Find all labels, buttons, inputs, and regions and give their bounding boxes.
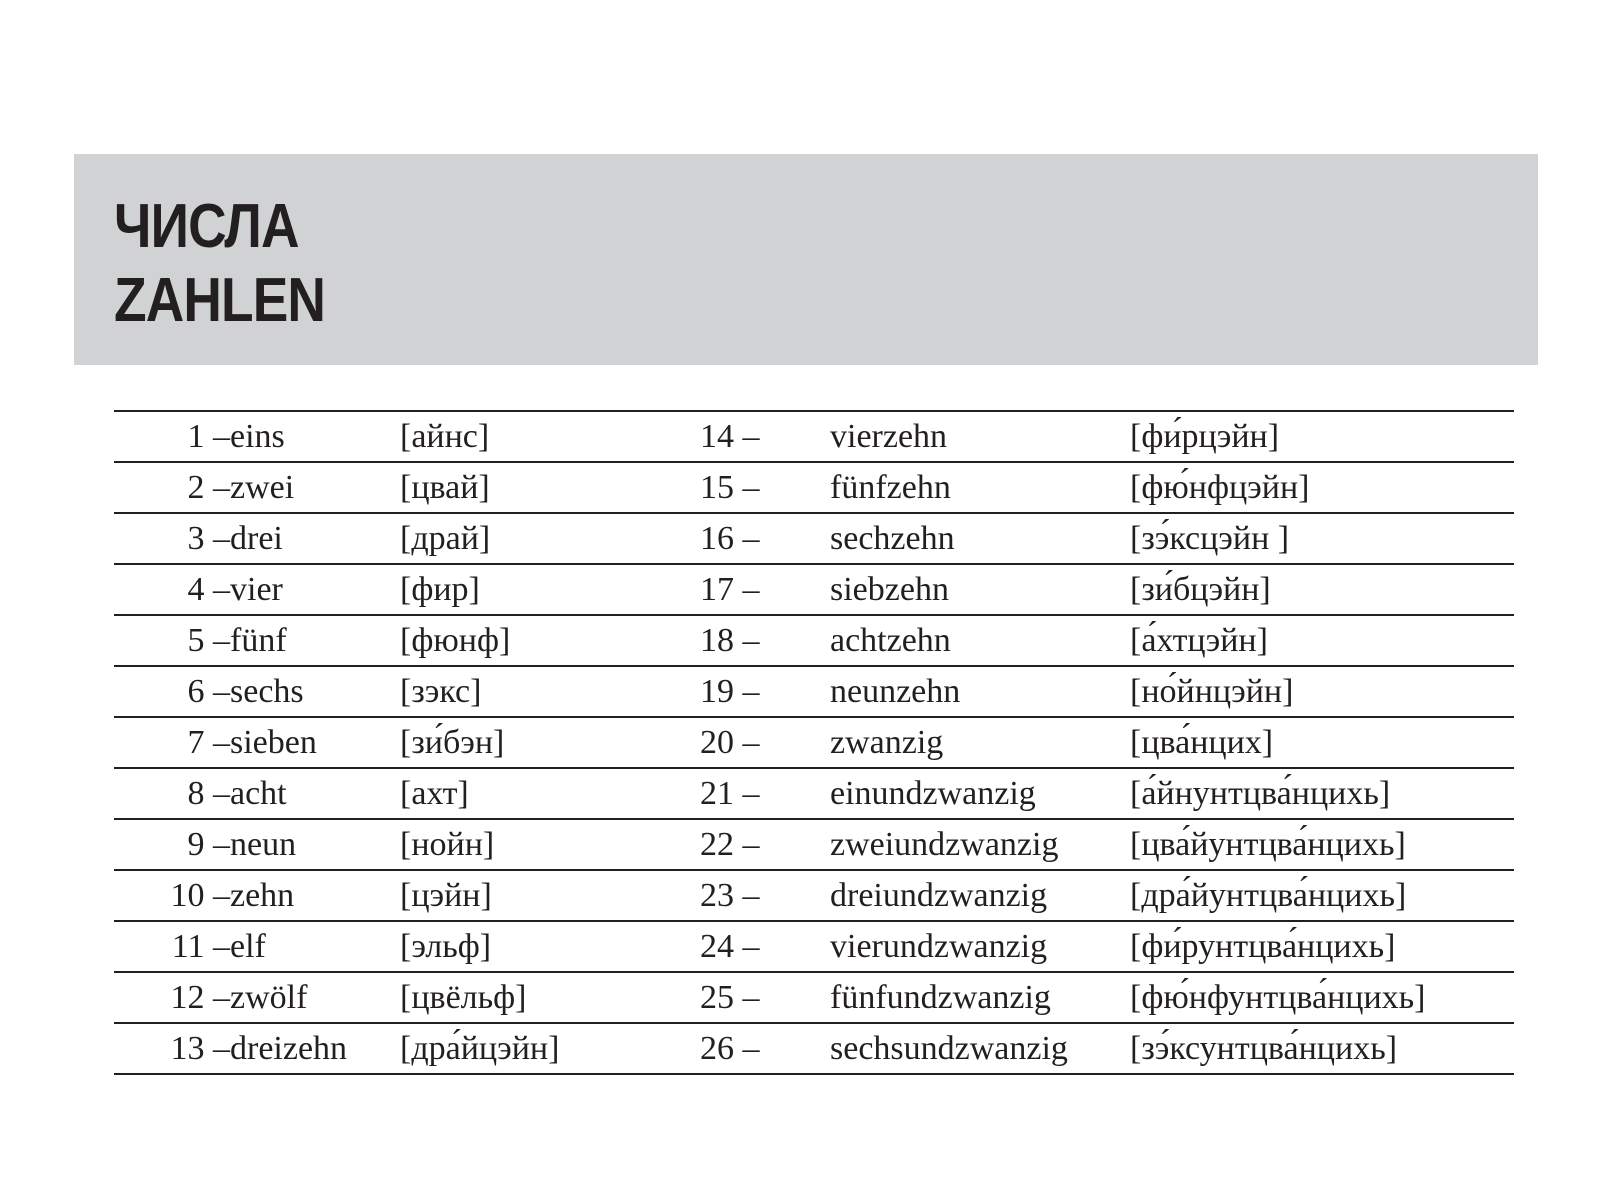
german-word-cell: zwanzig — [830, 723, 944, 761]
german-word-cell: zwei — [230, 468, 295, 506]
transcription-cell: [дра́йцэйн] — [400, 1029, 560, 1067]
table-row — [114, 972, 1514, 1023]
german-word-cell: fünf — [230, 621, 287, 659]
german-word-cell: dreiundzwanzig — [830, 876, 1048, 914]
transcription-cell: [цвёльф] — [400, 978, 527, 1016]
number-cell: 25 – — [700, 978, 760, 1016]
german-word-cell: vierundzwanzig — [830, 927, 1048, 965]
number-cell: 19 – — [700, 672, 760, 710]
header-band — [74, 154, 1538, 365]
number-cell: 20 – — [700, 723, 760, 761]
number-cell: 22 – — [700, 825, 760, 863]
transcription-cell: [цвай] — [400, 468, 490, 506]
transcription-cell: [зэ́ксцэйн ] — [1130, 519, 1290, 557]
number-cell: 10 – — [170, 876, 230, 914]
german-word-cell: vier — [230, 570, 283, 608]
german-word-cell: fünfundzwanzig — [830, 978, 1051, 1016]
german-word-cell: zweiundzwanzig — [830, 825, 1059, 863]
number-cell: 8 – — [187, 774, 230, 812]
transcription-cell: [ахт] — [400, 774, 469, 812]
table-row — [114, 819, 1514, 870]
table-row — [114, 666, 1514, 717]
transcription-cell: [зэ́ксунтцва́нцихь] — [1130, 1029, 1398, 1067]
german-word-cell: dreizehn — [230, 1029, 348, 1067]
number-cell: 15 – — [700, 468, 760, 506]
number-cell: 13 – — [170, 1029, 230, 1067]
transcription-cell: [эльф] — [400, 927, 492, 965]
german-word-cell: neun — [230, 825, 297, 863]
table-row — [114, 513, 1514, 564]
german-word-cell: siebzehn — [830, 570, 949, 608]
numbers-table — [114, 410, 1514, 1075]
table-row — [114, 717, 1514, 768]
german-word-cell: zwölf — [230, 978, 308, 1016]
number-cell: 9 – — [187, 825, 230, 863]
number-cell: 4 – — [187, 570, 230, 608]
transcription-cell: [фир] — [400, 570, 480, 608]
number-cell: 5 – — [187, 621, 230, 659]
german-word-cell: eins — [230, 417, 285, 455]
number-cell: 26 – — [700, 1029, 760, 1067]
transcription-cell: [а́йнунтцва́нцихь] — [1130, 774, 1391, 812]
transcription-cell: [но́йнцэйн] — [1130, 672, 1294, 710]
number-cell: 6 – — [187, 672, 230, 710]
number-cell: 11 – — [171, 927, 230, 965]
table-row — [114, 921, 1514, 972]
number-cell: 23 – — [700, 876, 760, 914]
transcription-cell: [фю́нфунтцва́нцихь] — [1130, 978, 1426, 1016]
german-word-cell: acht — [230, 774, 287, 812]
table-row — [114, 411, 1514, 462]
number-cell: 21 – — [700, 774, 760, 812]
number-cell: 2 – — [187, 468, 230, 506]
german-word-cell: sieben — [230, 723, 317, 761]
german-word-cell: achtzehn — [830, 621, 951, 659]
table-row — [114, 564, 1514, 615]
german-word-cell: elf — [230, 927, 266, 965]
numbers-table-body — [114, 411, 1514, 1074]
number-cell: 16 – — [700, 519, 760, 557]
transcription-cell: [дра́йунтцва́нцихь] — [1130, 876, 1407, 914]
table-row — [114, 768, 1514, 819]
transcription-cell: [цва́нцих] — [1130, 723, 1274, 761]
transcription-cell: [нойн] — [400, 825, 495, 863]
transcription-cell: [айнс] — [400, 417, 490, 455]
german-word-cell: drei — [230, 519, 283, 557]
page-title-german: ZAHLEN — [114, 266, 326, 335]
number-cell: 17 – — [700, 570, 760, 608]
number-cell: 3 – — [187, 519, 230, 557]
transcription-cell: [зи́бэн] — [400, 723, 505, 761]
german-word-cell: sechsundzwanzig — [830, 1029, 1068, 1067]
number-cell: 7 – — [187, 723, 230, 761]
number-cell: 1 – — [187, 417, 230, 455]
transcription-cell: [а́хтцэйн] — [1130, 621, 1268, 659]
german-word-cell: einundzwanzig — [830, 774, 1036, 812]
number-cell: 14 – — [700, 417, 760, 455]
transcription-cell: [фи́рунтцва́нцихь] — [1130, 927, 1396, 965]
table-row — [114, 462, 1514, 513]
number-cell: 12 – — [170, 978, 230, 1016]
transcription-cell: [зи́бцэйн] — [1130, 570, 1271, 608]
german-word-cell: sechzehn — [830, 519, 955, 557]
german-word-cell: neunzehn — [830, 672, 961, 710]
transcription-cell: [зэкс] — [400, 672, 482, 710]
german-word-cell: zehn — [230, 876, 295, 914]
german-word-cell: vierzehn — [830, 417, 948, 455]
table-row — [114, 615, 1514, 666]
transcription-cell: [драй] — [400, 519, 491, 557]
german-word-cell: fünfzehn — [830, 468, 951, 506]
page-title-russian: ЧИСЛА — [114, 192, 299, 261]
table-row — [114, 870, 1514, 921]
transcription-cell: [фи́рцэйн] — [1130, 417, 1280, 455]
transcription-cell: [цва́йунтцва́нцихь] — [1130, 825, 1406, 863]
table-row — [114, 1023, 1514, 1074]
transcription-cell: [фю́нфцэйн] — [1130, 468, 1310, 506]
transcription-cell: [фюнф] — [400, 621, 511, 659]
transcription-cell: [цэйн] — [400, 876, 492, 914]
number-cell: 18 – — [700, 621, 760, 659]
german-word-cell: sechs — [230, 672, 304, 710]
number-cell: 24 – — [700, 927, 760, 965]
